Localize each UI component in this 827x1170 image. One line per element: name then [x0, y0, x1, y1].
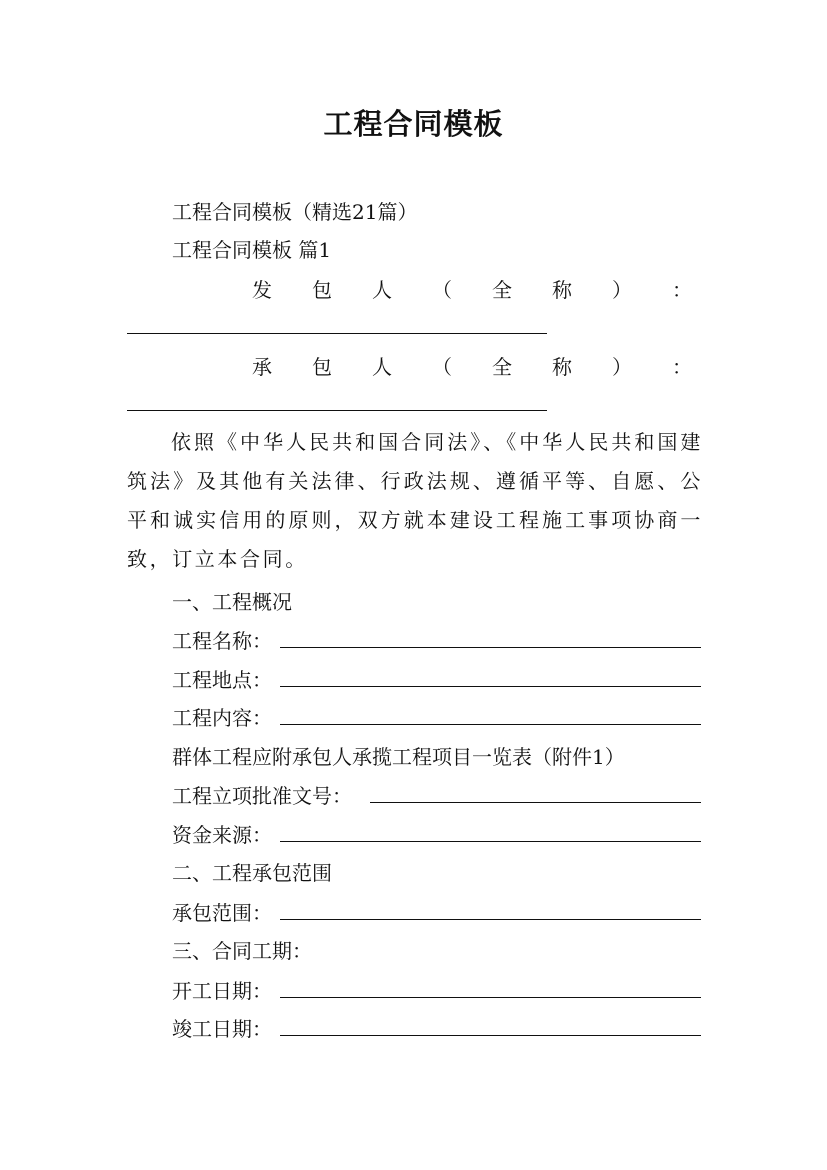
approval-doc-blank[interactable]: [370, 802, 701, 803]
employer-char: 人: [372, 278, 392, 302]
subtitle: 工程合同模板（精选21篇）: [172, 200, 418, 224]
employer-char: （: [432, 278, 452, 302]
group-project-note: 群体工程应附承包人承揽工程项目一览表（附件1）: [172, 745, 625, 769]
project-name-blank[interactable]: [280, 647, 701, 648]
start-date-blank[interactable]: [280, 997, 701, 998]
project-content-label: 工程内容：: [172, 706, 272, 730]
period-heading: 三、合同工期：: [172, 939, 312, 963]
approval-doc-label: 工程立项批准文号：: [172, 784, 352, 808]
employer-char: 全: [492, 278, 512, 302]
completion-date-blank[interactable]: [280, 1035, 701, 1036]
employer-char: ：: [672, 278, 692, 302]
contractor-char: （: [432, 355, 452, 379]
employer-name-blank[interactable]: [127, 333, 547, 334]
contractor-label: [252, 354, 692, 380]
contractor-char: ）: [612, 355, 632, 379]
project-location-label: 工程地点：: [172, 668, 272, 692]
scope-label: 承包范围：: [172, 901, 272, 925]
contractor-char: 人: [372, 355, 392, 379]
contractor-char: 包: [312, 355, 332, 379]
contractor-char: 全: [492, 355, 512, 379]
employer-label: [252, 277, 692, 303]
scope-heading: 二、工程承包范围: [172, 861, 332, 885]
employer-char: 称: [552, 278, 572, 302]
start-date-label: 开工日期：: [172, 979, 272, 1003]
intro-paragraph: 依照《中华人民共和国合同法》、《中华人民共和国建筑法》及其他有关法律、行政法规、遵循平等、自愿、公平和诚实信用的原则，双方就本建设工程施工事项协商一致，订立本合同。: [127, 430, 703, 571]
document-title: 工程合同模板: [323, 107, 504, 141]
fund-source-blank[interactable]: [280, 841, 701, 842]
project-content-blank[interactable]: [280, 724, 701, 725]
fund-source-label: 资金来源：: [172, 823, 272, 847]
project-name-label: 工程名称：: [172, 629, 272, 653]
overview-heading: 一、工程概况: [172, 590, 292, 614]
contractor-char: ：: [672, 355, 692, 379]
scope-blank[interactable]: [280, 919, 701, 920]
employer-char: ）: [612, 278, 632, 302]
employer-char: 包: [312, 278, 332, 302]
project-location-blank[interactable]: [280, 686, 701, 687]
contractor-char: 称: [552, 355, 572, 379]
employer-char: 发: [252, 278, 272, 302]
contractor-name-blank[interactable]: [127, 410, 547, 411]
contractor-char: 承: [252, 355, 272, 379]
section-heading: 工程合同模板 篇1: [172, 238, 332, 262]
completion-date-label: 竣工日期：: [172, 1017, 272, 1041]
